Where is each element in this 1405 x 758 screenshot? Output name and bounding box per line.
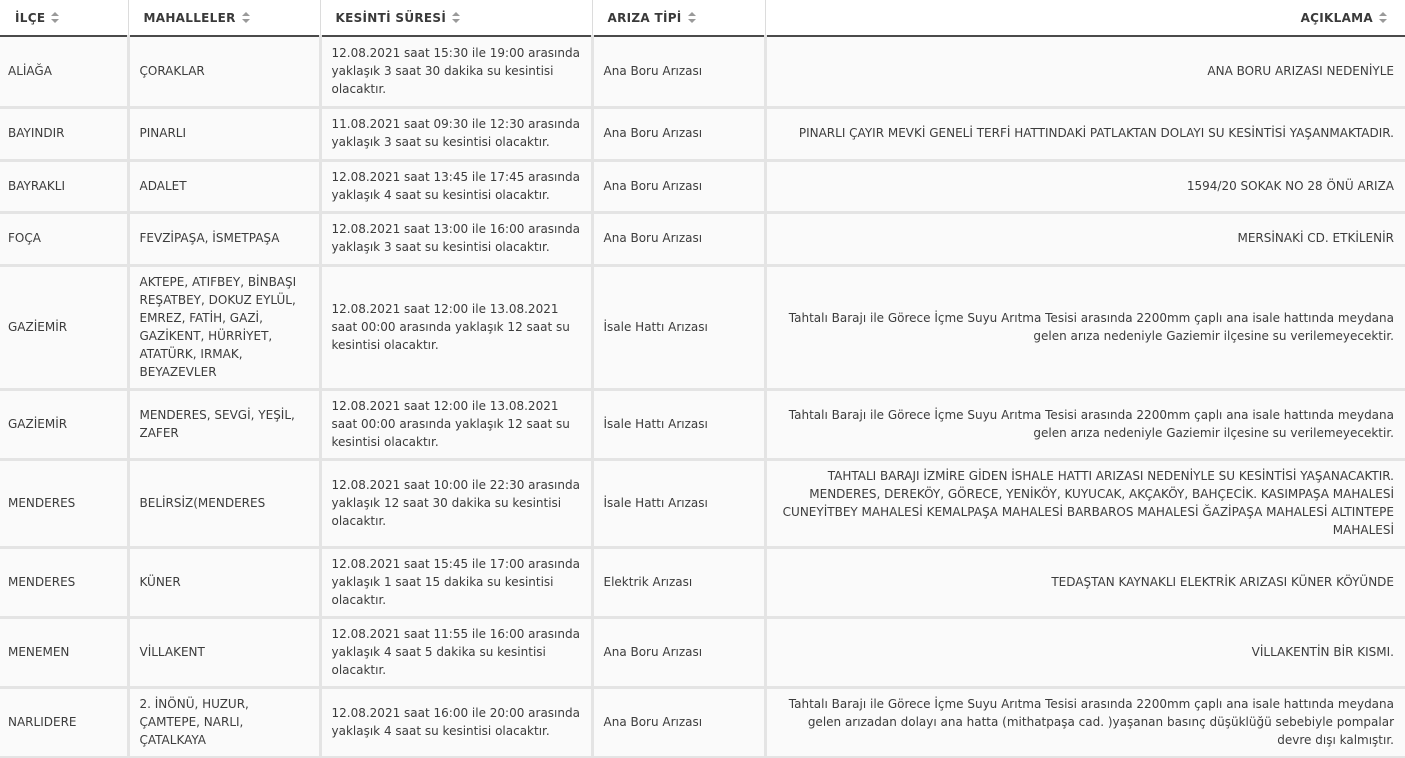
cell-mahalleler: FEVZİPAŞA, İSMETPAŞA (128, 212, 320, 265)
table-row (0, 547, 1405, 617)
cell-kesinti-suresi: 12.08.2021 saat 15:45 ile 17:00 arasında yaklaşık 1 saat 15 dakika su kesintisi olacaktır. (320, 547, 592, 617)
table-row (0, 212, 1405, 265)
cell-mahalleler: ADALET (128, 160, 320, 212)
table-row (0, 617, 1405, 687)
cell-ariza-tipi: İsale Hattı Arızası (592, 459, 765, 547)
table-row (0, 687, 1405, 757)
cell-ilce: GAZİEMİR (0, 265, 128, 389)
cell-ariza-tipi: Ana Boru Arızası (592, 107, 765, 160)
cell-mahalleler: PINARLI (128, 107, 320, 160)
cell-kesinti-suresi: 11.08.2021 saat 09:30 ile 12:30 arasında yaklaşık 3 saat su kesintisi olacaktır. (320, 107, 592, 160)
column-header-label: İLÇE (15, 10, 46, 25)
cell-ilce: ALİAĞA (0, 36, 128, 107)
column-header-mahalleler[interactable] (128, 0, 320, 36)
cell-ilce: BAYINDIR (0, 107, 128, 160)
cell-mahalleler: VİLLAKENT (128, 617, 320, 687)
cell-ariza-tipi: Ana Boru Arızası (592, 687, 765, 757)
cell-kesinti-suresi: 12.08.2021 saat 15:30 ile 19:00 arasında yaklaşık 3 saat 30 dakika su kesintisi olacaktır. (320, 36, 592, 107)
cell-aciklama: TEDAŞTAN KAYNAKLI ELEKTRİK ARIZASI KÜNER KÖYÜNDE (765, 547, 1405, 617)
cell-aciklama: ANA BORU ARIZASI NEDENİYLE (765, 36, 1405, 107)
column-header-label: ARIZA TİPİ (607, 10, 682, 25)
cell-ilce: GAZİEMİR (0, 389, 128, 459)
cell-kesinti-suresi: 12.08.2021 saat 10:00 ile 22:30 arasında yaklaşık 12 saat 30 dakika su kesintisi olacaktır. (320, 459, 592, 547)
column-header-ilce[interactable] (0, 0, 128, 36)
table-row (0, 160, 1405, 212)
cell-mahalleler: AKTEPE, ATIFBEY, BİNBAŞI REŞATBEY, DOKUZ EYLÜL, EMREZ, FATİH, GAZİ, GAZİKENT, HÜRRİYET, ATATÜRK, IRMAK, BEYAZEVLER (128, 265, 320, 389)
cell-mahalleler: 2. İNÖNÜ, HUZUR, ÇAMTEPE, NARLI, ÇATALKAYA (128, 687, 320, 757)
cell-aciklama: VİLLAKENTİN BİR KISMI. (765, 617, 1405, 687)
table-body (0, 36, 1405, 757)
cell-ilce: MENEMEN (0, 617, 128, 687)
cell-kesinti-suresi: 12.08.2021 saat 13:00 ile 16:00 arasında yaklaşık 3 saat su kesintisi olacaktır. (320, 212, 592, 265)
table-row (0, 459, 1405, 547)
cell-mahalleler: KÜNER (128, 547, 320, 617)
cell-ariza-tipi: Ana Boru Arızası (592, 36, 765, 107)
cell-aciklama: TAHTALI BARAJI İZMİRE GİDEN İSHALE HATTI ARIZASI NEDENİYLE SU KESİNTİSİ YAŞANACAKTIR. MENDERES, DEREKÖY, GÖRECE, YENİKÖY, KUYUCAK, AKÇAKÖY, BAHÇECİK. KASIMPAŞA MAHALESİ CUNEYİTBEY MAHALESİ KEMALPAŞA MAHALESİ BARBAROS MAHALESİ ĞAZİPAŞA MAHALESİ ALTINTEPE MAHALESİ (765, 459, 1405, 547)
cell-mahalleler: ÇORAKLAR (128, 36, 320, 107)
cell-ariza-tipi: Ana Boru Arızası (592, 212, 765, 265)
table-row (0, 107, 1405, 160)
cell-aciklama: Tahtalı Barajı ile Görece İçme Suyu Arıtma Tesisi arasında 2200mm çaplı ana isale hattında meydana gelen arızadan dolayı ana hatta (mithatpaşa cad. )yaşanan basınç düşüklüğü sebebiyle pompalar devre dışı kalmıştır. (765, 687, 1405, 757)
sort-icon[interactable] (452, 12, 460, 23)
cell-ilce: MENDERES (0, 547, 128, 617)
table-row (0, 389, 1405, 459)
header-row (0, 0, 1405, 36)
sort-icon[interactable] (51, 12, 59, 23)
cell-ilce: FOÇA (0, 212, 128, 265)
cell-kesinti-suresi: 12.08.2021 saat 13:45 ile 17:45 arasında yaklaşık 4 saat su kesintisi olacaktır. (320, 160, 592, 212)
column-header-aciklama[interactable] (765, 0, 1405, 36)
cell-aciklama: PINARLI ÇAYIR MEVKİ GENELİ TERFİ HATTINDAKİ PATLAKTAN DOLAYI SU KESİNTİSİ YAŞANMAKTADIR. (765, 107, 1405, 160)
cell-ilce: BAYRAKLI (0, 160, 128, 212)
sort-icon[interactable] (1379, 12, 1387, 23)
cell-ilce: NARLIDERE (0, 687, 128, 757)
cell-mahalleler: MENDERES, SEVGİ, YEŞİL, ZAFER (128, 389, 320, 459)
sort-icon[interactable] (688, 12, 696, 23)
cell-kesinti-suresi: 12.08.2021 saat 12:00 ile 13.08.2021 saat 00:00 arasında yaklaşık 12 saat su kesintisi olacaktır. (320, 265, 592, 389)
cell-ariza-tipi: İsale Hattı Arızası (592, 265, 765, 389)
cell-ariza-tipi: Ana Boru Arızası (592, 160, 765, 212)
column-header-label: AÇIKLAMA (1300, 10, 1373, 25)
cell-aciklama: Tahtalı Barajı ile Görece İçme Suyu Arıtma Tesisi arasında 2200mm çaplı ana isale hattında meydana gelen arıza nedeniyle Gaziemir ilçesine su verilemeyecektir. (765, 389, 1405, 459)
cell-ariza-tipi: Elektrik Arızası (592, 547, 765, 617)
cell-kesinti-suresi: 12.08.2021 saat 11:55 ile 16:00 arasında yaklaşık 4 saat 5 dakika su kesintisi olacaktır. (320, 617, 592, 687)
cell-kesinti-suresi: 12.08.2021 saat 12:00 ile 13.08.2021 saat 00:00 arasında yaklaşık 12 saat su kesintisi olacaktır. (320, 389, 592, 459)
cell-ilce: MENDERES (0, 459, 128, 547)
column-header-kesinti-suresi[interactable] (320, 0, 592, 36)
column-header-label: KESİNTİ SÜRESİ (335, 10, 447, 25)
table-row (0, 36, 1405, 107)
table-row (0, 265, 1405, 389)
column-header-label: MAHALLELER (143, 10, 236, 25)
cell-aciklama: Tahtalı Barajı ile Görece İçme Suyu Arıtma Tesisi arasında 2200mm çaplı ana isale hattında meydana gelen arıza nedeniyle Gaziemir ilçesine su verilemeyecektir. (765, 265, 1405, 389)
cell-mahalleler: BELİRSİZ(MENDERES (128, 459, 320, 547)
cell-aciklama: 1594/20 SOKAK NO 28 ÖNÜ ARIZA (765, 160, 1405, 212)
table-header (0, 0, 1405, 36)
cell-aciklama: MERSİNAKİ CD. ETKİLENİR (765, 212, 1405, 265)
cell-kesinti-suresi: 12.08.2021 saat 16:00 ile 20:00 arasında yaklaşık 4 saat su kesintisi olacaktır. (320, 687, 592, 757)
cell-ariza-tipi: İsale Hattı Arızası (592, 389, 765, 459)
cell-ariza-tipi: Ana Boru Arızası (592, 617, 765, 687)
sort-icon[interactable] (242, 12, 250, 23)
column-header-ariza-tipi[interactable] (592, 0, 765, 36)
